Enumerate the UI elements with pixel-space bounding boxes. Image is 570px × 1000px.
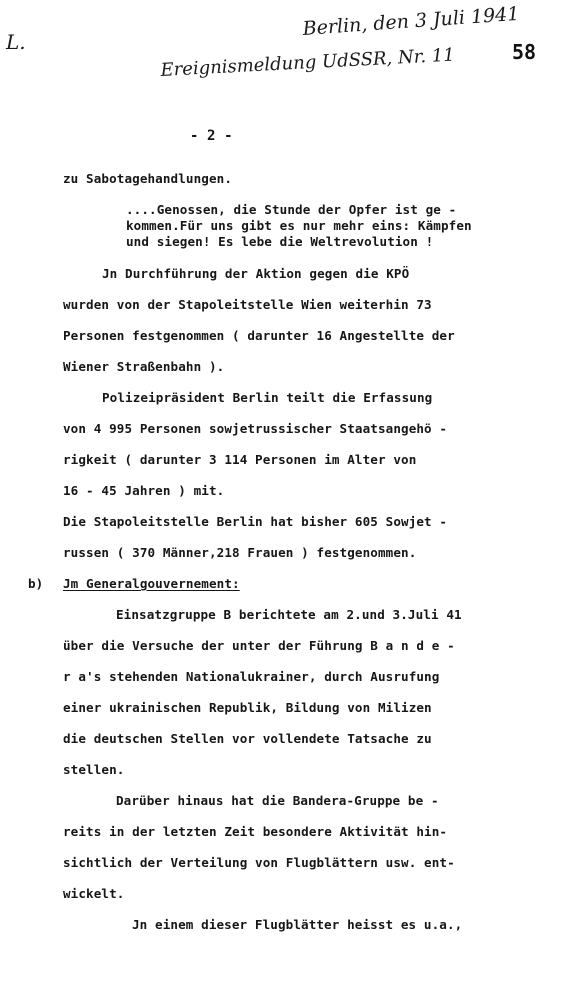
quote-line: und siegen! Es lebe die Weltrevolution ! [126, 234, 434, 249]
section-letter: b) [28, 576, 44, 591]
body-line: zu Sabotagehandlungen. [63, 171, 233, 186]
body-line: r a's stehenden Nationalukrainer, durch Ausrufung [63, 669, 440, 684]
body-line: wickelt. [63, 886, 125, 901]
body-line: stellen. [63, 762, 125, 777]
body-line: 16 - 45 Jahren ) mit. [63, 483, 225, 498]
body-line: reits in der letzten Zeit besondere Aktivität hin- [63, 824, 448, 839]
body-line: russen ( 370 Männer,218 Frauen ) festgenommen. [63, 545, 417, 560]
body-line: Personen festgenommen ( darunter 16 Angestellte der [63, 328, 455, 343]
quote-line: kommen.Für uns gibt es nur mehr eins: Kämpfen [126, 218, 472, 233]
body-line: Wiener Straßenbahn ). [63, 359, 225, 374]
page-number: 58 [512, 40, 537, 64]
body-line: einer ukrainischen Republik, Bildung von Milizen [63, 700, 432, 715]
body-line: sichtlich der Verteilung von Flugblättern usw. ent- [63, 855, 455, 870]
section-heading: Jm Generalgouvernement: [63, 576, 240, 591]
body-line: Einsatzgruppe B berichtete am 2.und 3.Juli 41 [116, 607, 462, 622]
body-line: Darüber hinaus hat die Bandera-Gruppe be - [116, 793, 439, 808]
handwritten-subject: Ereignismeldung UdSSR, Nr. 11 [160, 44, 456, 81]
quote-line: ....Genossen, die Stunde der Opfer ist ge - [126, 202, 457, 217]
corner-mark: L. [6, 30, 26, 54]
body-line: von 4 995 Personen sowjetrussischer Staatsangehö - [63, 421, 448, 436]
page-marker: - 2 - [190, 128, 233, 144]
body-line: Jn Durchführung der Aktion gegen die KPÖ [102, 266, 410, 281]
body-line: über die Versuche der unter der Führung B a n d e - [63, 638, 455, 653]
body-line: die deutschen Stellen vor vollendete Tatsache zu [63, 731, 432, 746]
body-line: rigkeit ( darunter 3 114 Personen im Alter von [63, 452, 417, 467]
handwritten-place-date: Berlin, den 3 Juli 1941 [302, 2, 520, 40]
body-line: Polizeipräsident Berlin teilt die Erfassung [102, 390, 433, 405]
body-line: wurden von der Stapoleitstelle Wien weiterhin 73 [63, 297, 432, 312]
body-line: Jn einem dieser Flugblätter heisst es u.a., [132, 917, 463, 932]
body-line: Die Stapoleitstelle Berlin hat bisher 605 Sowjet - [63, 514, 448, 529]
